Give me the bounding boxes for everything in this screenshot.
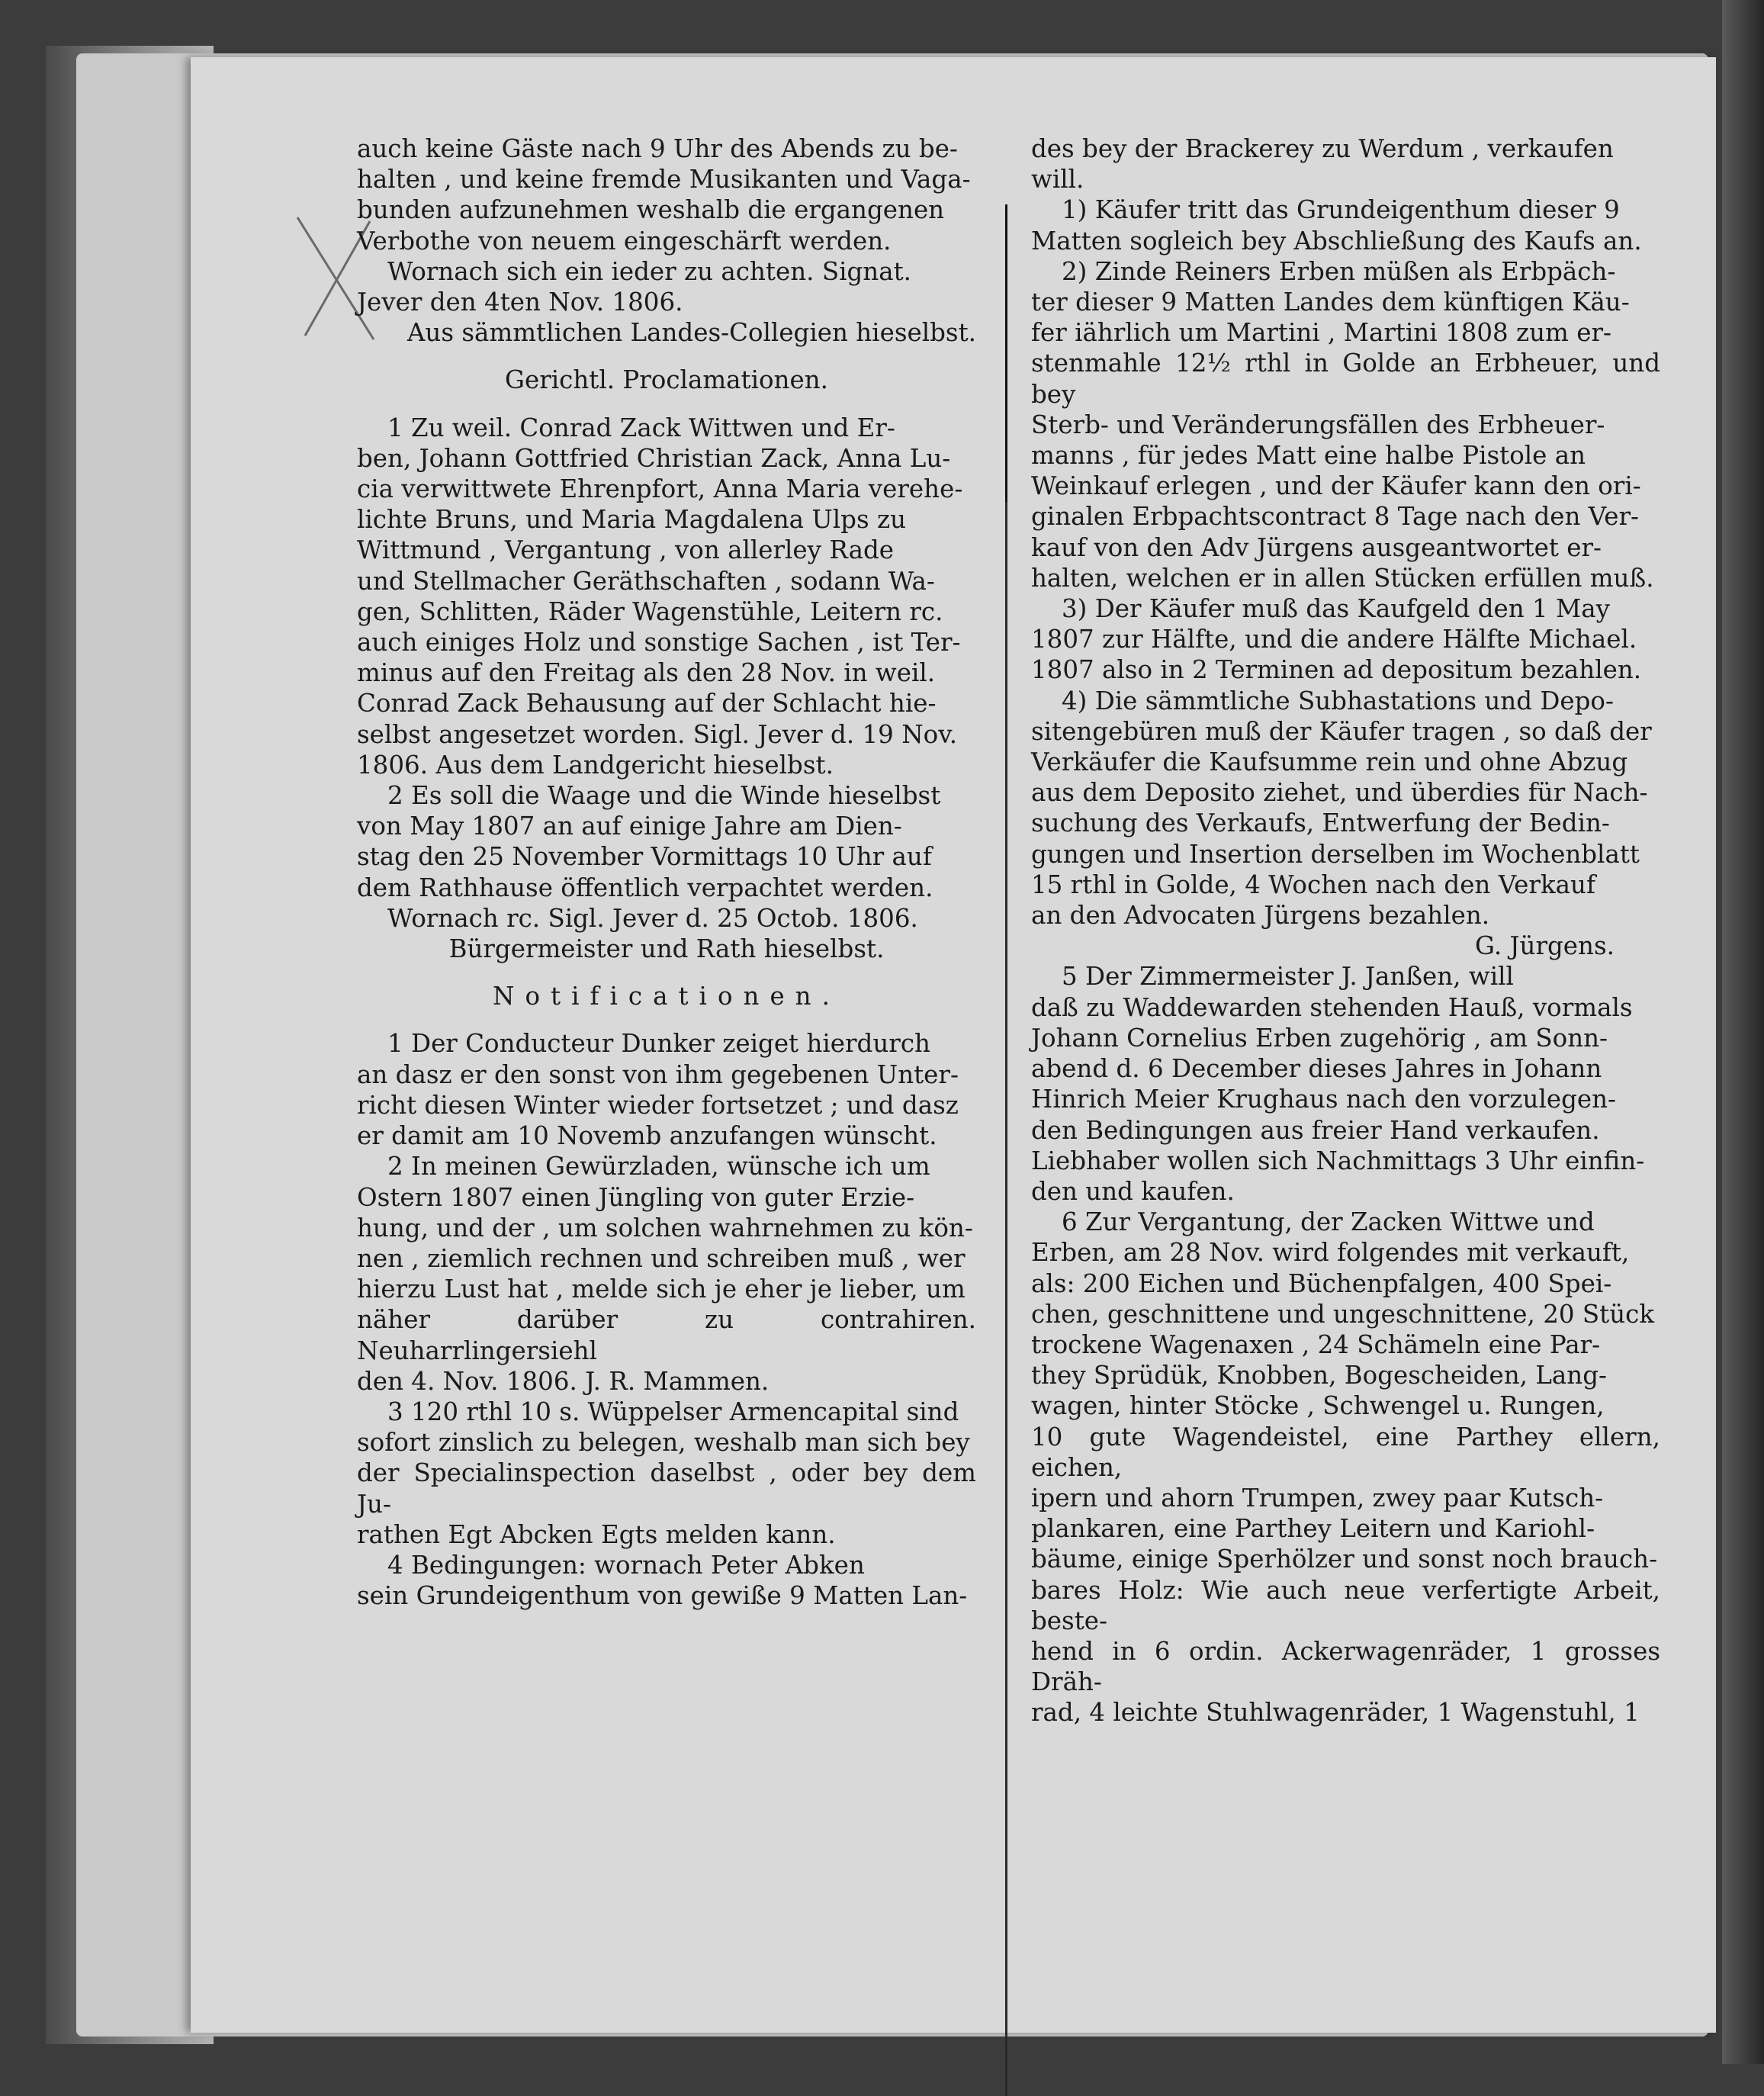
text-line: nen , ziemlich rechnen und schreiben muß , wer [357, 1243, 966, 1273]
text-line: chen, geschnittene und ungeschnittene, 20 Stück [1031, 1299, 1655, 1329]
notification-1 [357, 1028, 976, 1151]
text-line: plankaren, eine Parthey Leitern und Kariohl- [1031, 1514, 1595, 1544]
text-line: 6 Zur Vergantung, der Zacken Wittwe und [1062, 1207, 1595, 1237]
text-line: abend d. 6 December dieses Jahres in Johann [1031, 1054, 1602, 1084]
text-line: wagen, hinter Stöcke , Schwengel u. Rungen, [1031, 1391, 1605, 1421]
heading-notificationen: Notificationen. [493, 982, 840, 1011]
text-line: bäume, einige Sperhölzer und sonst noch brauch- [1031, 1545, 1658, 1574]
text-line: 2) Zinde Reiners Erben müßen als Erbpäch- [1062, 256, 1616, 286]
proclamation-item-1 [357, 413, 976, 780]
left-column [357, 133, 976, 1611]
text-line: 10 gute Wagendeistel, eine Parthey ellern, eichen, [1031, 1422, 1660, 1482]
text-line: dem Rathhause öffentlich verpachtet werden. [357, 873, 933, 902]
text-line: 15 rthl in Golde, 4 Wochen nach den Verkauf [1031, 870, 1595, 899]
text-line: Verbothe von neuem eingeschärft werden. [357, 226, 892, 256]
text-line: 2 Es soll die Waage und die Winde hieselbst [387, 781, 941, 811]
text-line: 1807 also in 2 Terminen ad depositum bezahlen. [1031, 655, 1642, 685]
juergens-signature: G. Jürgens. [1475, 931, 1615, 961]
text-line: von May 1807 an auf einige Jahre am Dien- [357, 812, 902, 841]
text-line: den 4. Nov. 1806. J. R. Mammen. [357, 1366, 770, 1396]
condition-1 [1031, 194, 1660, 256]
notification-3 [357, 1397, 976, 1550]
text-line: stenmahle 12½ rthl in Golde an Erbheuer, und bey [1031, 349, 1660, 409]
text-line: sitengebüren muß der Käufer tragen , so daß der [1031, 716, 1652, 746]
text-line: hierzu Lust hat , melde sich je eher je lieber, um [357, 1275, 966, 1304]
text-line: 4 Bedingungen: wornach Peter Abken [387, 1550, 865, 1580]
text-line: suchung des Verkaufs, Entwerfung der Bedin- [1031, 809, 1610, 838]
text-line: ipern und ahorn Trumpen, zwey paar Kutsch- [1031, 1483, 1604, 1513]
text-line: minus auf den Freitag als den 28 Nov. in weil. [357, 658, 936, 688]
text-line: rathen Egt Abcken Egts melden kann. [357, 1519, 836, 1549]
text-line: Erben, am 28 Nov. wird folgendes mit verkauft, [1031, 1238, 1630, 1268]
text-line: an dasz er den sonst von ihm gegebenen Unter- [357, 1059, 959, 1089]
text-line: er damit am 10 Novemb anzufangen wünscht. [357, 1121, 937, 1151]
text-line: 1807 zur Hälfte, und die andere Hälfte Michael. [1031, 625, 1637, 654]
text-line: 2 In meinen Gewürzladen, wünsche ich um [387, 1152, 930, 1181]
text-line: 3) Der Käufer muß das Kaufgeld den 1 May [1062, 594, 1611, 624]
text-line: will. [1031, 165, 1084, 194]
text-line: Weinkauf erlegen , und der Käufer kann den ori- [1031, 471, 1641, 501]
text-line: richt diesen Winter wieder fortsetzet ; und dasz [357, 1090, 959, 1120]
text-line: 4) Die sämmtliche Subhastations und Depo- [1062, 686, 1614, 715]
text-line: Johann Cornelius Erben zugehörig , am Sonn- [1031, 1023, 1608, 1053]
text-line: bares Holz: Wie auch neue verfertigte Arbeit, beste- [1031, 1575, 1660, 1635]
text-line: 3 120 rthl 10 s. Wüppelser Armencapital sind [387, 1397, 959, 1426]
jever-date-line: Jever den 4ten Nov. 1806. [357, 288, 683, 317]
binding-edge [1722, 0, 1764, 2064]
text-line: hend in 6 ordin. Ackerwagenräder, 1 grosses Dräh- [1031, 1636, 1660, 1697]
text-line: 5 Der Zimmermeister J. Janßen, will [1062, 962, 1514, 992]
text-line: sofort zinslich zu belegen, weshalb man sich bey [357, 1428, 970, 1458]
text-line: Matten sogleich bey Abschließung des Kaufs an. [1031, 226, 1642, 256]
text-line: ben, Johann Gottfried Christian Zack, Anna Lu- [357, 443, 951, 473]
text-line: sein Grundeigenthum von gewiße 9 Matten Lan- [357, 1581, 968, 1611]
wornach-line: Wornach sich ein ieder zu achten. Signat. [387, 256, 911, 286]
text-line: gen, Schlitten, Räder Wagenstühle, Leitern rc. [357, 596, 943, 626]
text-line: halten, welchen er in allen Stücken erfüllen muß. [1031, 563, 1654, 593]
condition-2 [1031, 256, 1660, 593]
item-6 [1031, 1207, 1660, 1728]
text-line: stag den 25 November Vormittags 10 Uhr auf [357, 842, 932, 872]
item2-wornach-line: Wornach rc. Sigl. Jever d. 25 Octob. 1806. [387, 903, 918, 933]
item2-signature: Bürgermeister und Rath hieselbst. [448, 934, 885, 964]
text-line: des bey der Brackerey zu Werdum , verkaufen [1031, 134, 1614, 163]
notification-2 [357, 1151, 976, 1397]
column-divider-top [1005, 204, 1007, 502]
text-line: Wittmund , Vergantung , von allerley Rade [357, 535, 894, 565]
text-line: gungen und Insertion derselben im Wochenblatt [1031, 839, 1640, 869]
text-line: bunden aufzunehmen weshalb die ergangenen [357, 195, 945, 225]
text-line: kauf von den Adv Jürgens ausgeantwortet er- [1031, 532, 1602, 562]
text-line: aus dem Deposito ziehet, und überdies für Nach- [1031, 778, 1648, 808]
text-line: 1806. Aus dem Landgericht hieselbst. [357, 750, 834, 780]
text-line: 1) Käufer tritt das Grundeigenthum dieser 9 [1062, 195, 1620, 225]
text-line: an den Advocaten Jürgens bezahlen. [1031, 901, 1490, 931]
condition-3 [1031, 593, 1660, 686]
collegien-signature: Aus sämmtlichen Landes-Collegien hieselbst. [406, 318, 976, 348]
right-column [1031, 133, 1660, 1728]
text-line: they Sprüdük, Knobben, Bogescheiden, Lang- [1031, 1361, 1607, 1390]
text-line: ter dieser 9 Matten Landes dem künftigen Käu- [1031, 288, 1630, 317]
text-line: trockene Wagenaxen , 24 Schämeln eine Par- [1031, 1329, 1601, 1359]
text-line: Sterb- und Veränderungsfällen des Erbheuer- [1031, 410, 1605, 439]
text-line: hung, und der , um solchen wahrnehmen zu kön- [357, 1213, 973, 1242]
text-line: manns , für jedes Matt eine halbe Pistole an [1031, 441, 1586, 471]
text-line: daß zu Waddewarden stehenden Hauß, vormals [1031, 992, 1633, 1022]
text-line: näher darüber zu contrahiren. Neuharrlingersiehl [357, 1305, 976, 1365]
text-line: 1 Der Conducteur Dunker zeiget hierdurch [387, 1029, 930, 1059]
text-line: den und kaufen. [1031, 1176, 1235, 1206]
intro-paragraph [357, 133, 976, 256]
text-line: lichte Bruns, und Maria Magdalena Ulps zu [357, 505, 907, 535]
proclamation-item-2 [357, 780, 976, 903]
text-line: fer iährlich um Martini , Martini 1808 zum er- [1031, 318, 1611, 348]
text-line: 1 Zu weil. Conrad Zack Wittwen und Er- [387, 413, 895, 442]
item-5 [1031, 961, 1660, 1207]
sale-intro [1031, 133, 1660, 194]
text-line: Hinrich Meier Krughaus nach den vorzulegen- [1031, 1085, 1617, 1114]
text-line: der Specialinspection daselbst , oder bey dem Ju- [357, 1458, 976, 1519]
text-line: Ostern 1807 einen Jüngling von guter Erzie- [357, 1182, 915, 1212]
text-line: und Stellmacher Geräthschaften , sodann Wa- [357, 566, 935, 596]
condition-4 [1031, 686, 1660, 931]
text-line: Liebhaber wollen sich Nachmittags 3 Uhr einfin- [1031, 1146, 1645, 1175]
text-line: auch keine Gäste nach 9 Uhr des Abends zu be- [357, 134, 958, 163]
text-line: cia verwittwete Ehrenpfort, Anna Maria verehe- [357, 474, 963, 504]
text-line: ginalen Erbpachtscontract 8 Tage nach den Ver- [1031, 502, 1639, 532]
text-line: auch einiges Holz und sonstige Sachen , ist Ter- [357, 628, 961, 657]
notification-4 [357, 1550, 976, 1611]
text-line: halten , und keine fremde Musikanten und Vaga- [357, 165, 971, 194]
heading-proclamationen: Gerichtl. Proclamationen. [505, 365, 828, 395]
text-line: rad, 4 leichte Stuhlwagenräder, 1 Wagenstuhl, 1 [1031, 1698, 1640, 1728]
text-line: selbst angesetzet worden. Sigl. Jever d. 19 Nov. [357, 719, 958, 749]
text-line: Conrad Zack Behausung auf der Schlacht hie- [357, 689, 937, 718]
text-line: Verkäufer die Kaufsumme rein und ohne Abzug [1031, 747, 1628, 777]
text-line: als: 200 Eichen und Büchenpfalgen, 400 Spei- [1031, 1268, 1612, 1298]
text-line: den Bedingungen aus freier Hand verkaufen. [1031, 1115, 1600, 1145]
